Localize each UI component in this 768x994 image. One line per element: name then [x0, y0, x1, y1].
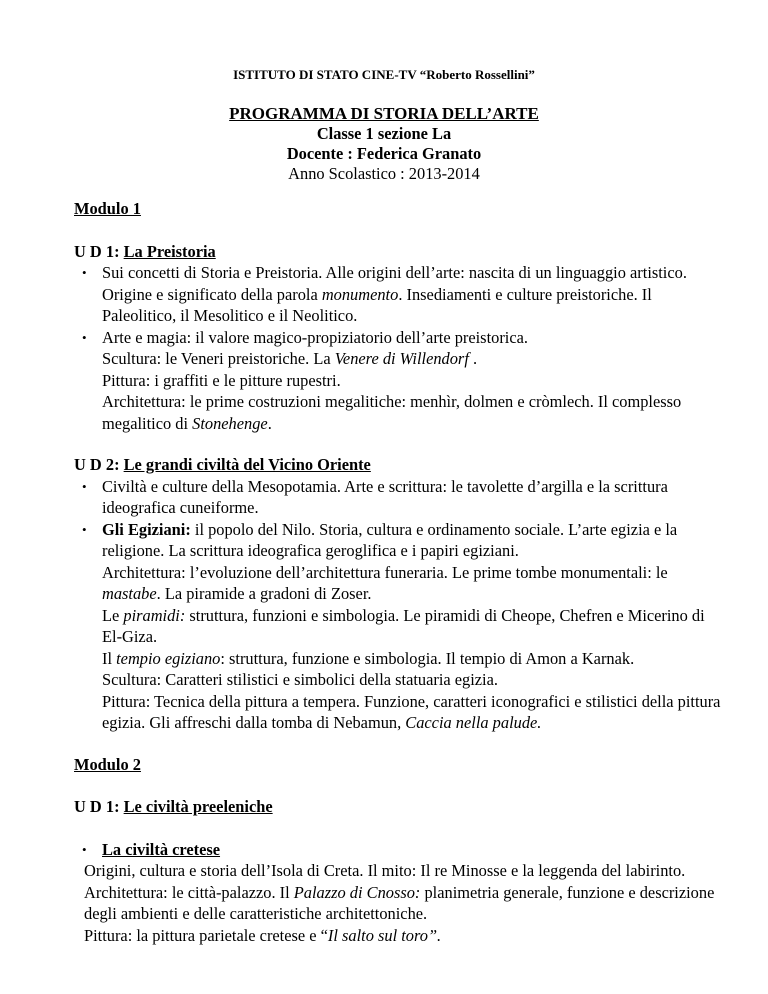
- module-heading: Modulo 2: [74, 754, 141, 774]
- document-header: [0, 104, 768, 184]
- unit-title: Le grandi civiltà del Vicino Oriente: [123, 455, 371, 474]
- institute-name: ISTITUTO DI STATO CINE-TV “Roberto Rossellini”: [233, 67, 535, 82]
- unit-text: Origini, cultura e storia dell’Isola di Creta. Il mito: Il re Minosse e la leggenda del labirinto. Architettura: le città-palazzo. Il Palazzo di Cnosso: planimetria generale, funzione e descrizione degli ambienti e delle caratteristiche architettoniche. Pittura: la pittura parietale cretese e “Il salto sul toro”.: [84, 861, 715, 945]
- unit-title: La Preistoria: [123, 241, 216, 261]
- unit-heading: U D 2: Le grandi civiltà del Vicino Oriente: [74, 455, 371, 474]
- class-line: Classe 1 sezione La: [316, 124, 452, 143]
- unit-topic-list: [74, 262, 724, 434]
- document-title: PROGRAMMA DI STORIA DELL’ARTE: [229, 104, 539, 123]
- unit-heading: U D 1: Le civiltà preeleniche: [74, 797, 273, 816]
- subheading: La civiltà cretese: [102, 839, 221, 859]
- unit-topic-list: [74, 839, 724, 861]
- list-item: • Sui concetti di Storia e Preistoria. Alle origini dell’arte: nascita di un linguaggio artistico. Origine e significato della parola monumento. Insediamenti e culture preistoriche. Il Paleolitico, il Mesolitico e il Neolitico.: [102, 262, 724, 327]
- list-item: • Gli Egiziani: il popolo del Nilo. Storia, cultura e ordinamento sociale. L’arte egizia e la religione. La scrittura ideografica geroglifica e i papiri egiziani. Architettura: l’evoluzione dell’architettura funeraria. Le prime tombe monumentali: le mastabe. La piramide a gradoni di Zoser. Le piramidi: struttura, funzioni e simbologia. Le piramidi di Cheope, Chefren e Micerino di El-Giza. Il tempio egiziano: struttura, funzione e simbologia. Il tempio di Amon a Karnak. Scultura: Caratteri stilistici e simbolici della statuaria egizia. Pittura: Tecnica della pittura a tempera. Funzione, caratteri iconografici e stilistici della pittura egizia. Gli affreschi dalla tomba di Nebamun, Caccia nella palude.: [102, 519, 724, 734]
- list-item: • Arte e magia: il valore magico-propiziatorio dell’arte preistorica. Scultura: le Veneri preistoriche. La Venere di Willendorf . Pittura: i graffiti e le pitture rupestri. Architettura: le prime costruzioni megalitiche: menhìr, dolmen e cròmlech. Il complesso megalitico di Stonehenge.: [102, 327, 724, 435]
- unit-topic-list: [74, 476, 724, 734]
- list-item: [102, 839, 724, 861]
- module-heading: Modulo 1: [74, 199, 141, 218]
- teacher-line: Docente : Federica Granato: [286, 144, 482, 163]
- unit-title: Le civiltà preeleniche: [123, 797, 273, 816]
- unit-heading: U D 1: La Preistoria: [74, 241, 216, 261]
- list-item: • Civiltà e culture della Mesopotamia. Arte e scrittura: le tavolette d’argilla e la scrittura ideografica cuneiforme.: [102, 476, 724, 519]
- document-body: [74, 198, 724, 946]
- school-year: Anno Scolastico : 2013-2014: [288, 164, 480, 183]
